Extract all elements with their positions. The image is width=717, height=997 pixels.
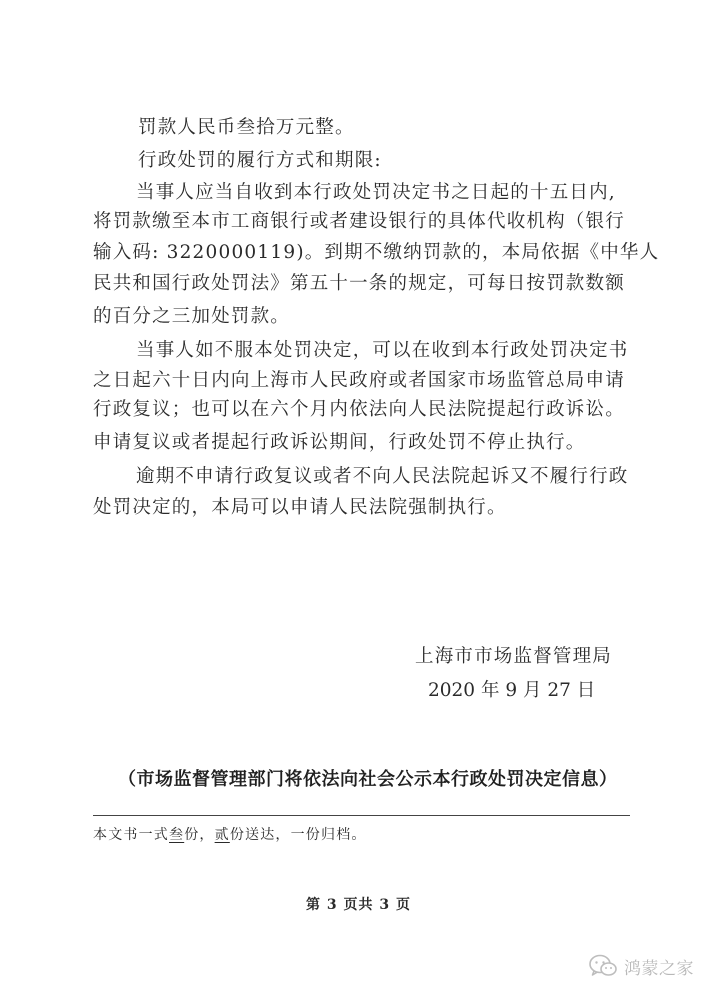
paragraph-payment-line: 当事人应当自收到本行政处罚决定书之日起的十五日内,	[136, 182, 616, 203]
issuing-authority: 上海市市场监督管理局	[415, 646, 613, 667]
wechat-icon	[588, 953, 618, 979]
paragraph-appeal-line: 行政复议；也可以在六个月内依法向人民法院提起行政诉讼。	[93, 399, 625, 420]
page-number: 第 3 页共 3 页	[306, 897, 411, 913]
watermark-text: 鸿蒙之家	[624, 958, 694, 979]
copies-note-mid: 份，	[184, 827, 215, 843]
copies-count-served: 贰	[214, 827, 230, 843]
paragraph-appeal-line: 之日起六十日内向上海市人民政府或者国家市场监管总局申请	[93, 370, 625, 391]
paragraph-payment-line: 的百分之三加处罚款。	[93, 306, 291, 327]
paragraph-appeal-line: 申请复议或者提起行政诉讼期间，行政处罚不停止执行。	[93, 432, 586, 453]
paragraph-appeal-line: 当事人如不服本处罚决定，可以在收到本行政处罚决定书	[136, 340, 629, 361]
paragraph-payment-line: 将罚款缴至本市工商银行或者建设银行的具体代收机构（银行	[93, 211, 625, 232]
paragraph-payment-line: 输入码: 3220000119)。到期不缴纳罚款的，本局依据《中华人	[93, 242, 660, 263]
copies-note-prefix: 本文书一式	[93, 827, 169, 843]
paragraph-payment-line: 民共和国行政处罚法》第五十一条的规定，可每日按罚款数额	[93, 273, 625, 294]
publicity-notice: （市场监督管理部门将依法向社会公示本行政处罚决定信息）	[118, 769, 618, 790]
paragraph-enforcement-line: 逾期不申请行政复议或者不向人民法院起诉又不履行行政	[136, 466, 629, 487]
paragraph-payment-heading: 行政处罚的履行方式和期限:	[138, 150, 382, 171]
copies-note-suffix: 份送达，一份归档。	[229, 827, 367, 843]
paragraph-fine-amount: 罚款人民币叁拾万元整。	[138, 117, 355, 138]
divider-line	[93, 815, 630, 816]
copies-note	[93, 824, 367, 846]
watermark	[588, 952, 694, 980]
copies-count-total: 叁	[169, 827, 185, 843]
paragraph-enforcement-line: 处罚决定的，本局可以申请人民法院强制执行。	[93, 497, 507, 518]
issue-date: 2020 年 9 月 27 日	[428, 680, 596, 701]
